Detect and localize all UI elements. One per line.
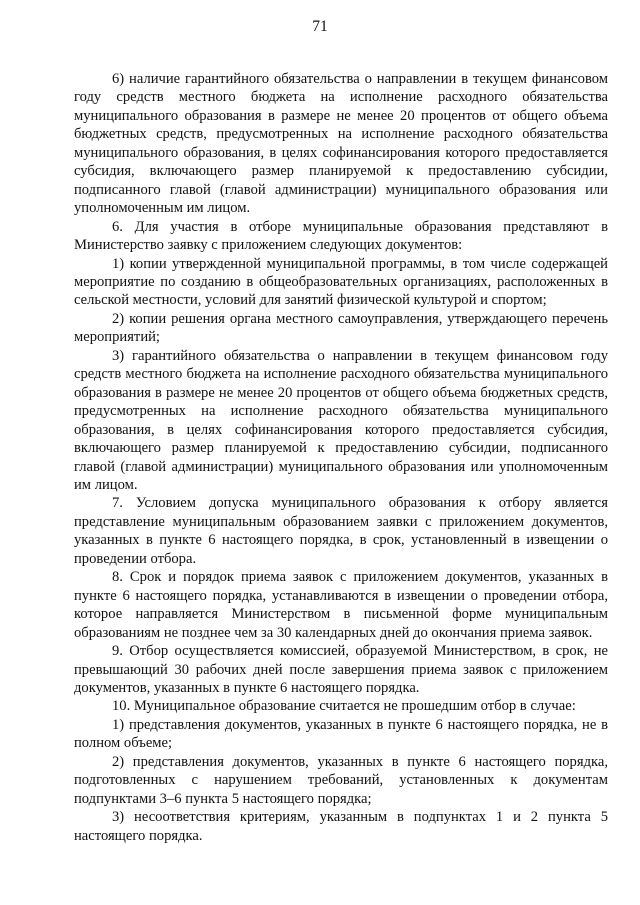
paragraph-section-10-item-1: 1) представления документов, указанных в пункте 6 настоящего порядка, не в полном объеме; (74, 716, 608, 752)
paragraph-section-6: 6. Для участия в отборе муниципальные образования представляют в Министерство заявку с приложением следующих документов: (74, 218, 608, 254)
paragraph-section-10: 10. Муниципальное образование считается не прошедшим отбор в случае: (112, 698, 576, 715)
paragraph-section-7: 7. Условием допуска муниципального образования к отбору является представление муниципальным образованием заявки с приложением документов, указанных в пункте 6 настоящего порядка, в срок, установленный в извещении о проведении отбора. (74, 495, 608, 567)
page-number: 71 (312, 18, 328, 35)
paragraph-section-6-item-3: 3) гарантийного обязательства о направлении в текущем финансовом году средств местного бюджета на исполнение расходного обязательства муниципального образования в размере не менее 20 процентов от общего объема бюджетных средств, предусмотренных на исполнение расходного обязательства муниципального образования, в целях софинансирования которого предоставляется субсидия, включающего размер планируемой к предоставлению субсидии, подписанного главой (главой администрации) муниципального образования или уполномоченным им лицом. (74, 347, 608, 493)
paragraph-section-10-item-3: 3) несоответствия критериям, указанным в подпунктах 1 и 2 пункта 5 настоящего порядка. (74, 809, 608, 844)
paragraph-section-10-item-2: 2) представления документов, указанных в пункте 6 настоящего порядка, подготовленных с нарушением требований, установленных к документам подпунктами 3–6 пункта 5 настоящего порядка; (74, 753, 608, 807)
paragraph-section-6-item-2: 2) копии решения органа местного самоуправления, утверждающего перечень мероприятий; (74, 310, 608, 346)
document-body (74, 70, 608, 845)
paragraph-section-9: 9. Отбор осуществляется комиссией, образуемой Министерством, в срок, не превышающий 30 рабочих дней после завершения приема заявок с приложением документов, указанных в пункте 6 настоящего порядка. (74, 643, 608, 696)
paragraph-section-8: 8. Срок и порядок приема заявок с приложением документов, указанных в пункте 6 настоящего порядка, устанавливаются в извещении о проведении отбора, которое направляется Министерством в письменной форме муниципальным образованиям не позднее чем за 30 календарных дней до окончания приема заявок. (74, 569, 608, 641)
paragraph-section-6-item-1: 1) копии утвержденной муниципальной программы, в том числе содержащей мероприятие по созданию в общеобразовательных организациях, расположенных в сельской местности, условий для занятий физической культурой и спортом; (74, 255, 608, 309)
paragraph-6-item-6: 6) наличие гарантийного обязательства о направлении в текущем финансовом году средств местного бюджета на исполнение расходного обязательства муниципального образования в размере не менее 20 процентов от общего объема бюджетных средств, предусмотренных на исполнение расходного обязательства муниципального образования, в целях софинансирования которого предоставляется субсидия, включающего размер планируемой к предоставлению субсидии, подписанного главой (главой администрации) муниципального образования или уполномоченным им лицом. (74, 71, 608, 217)
